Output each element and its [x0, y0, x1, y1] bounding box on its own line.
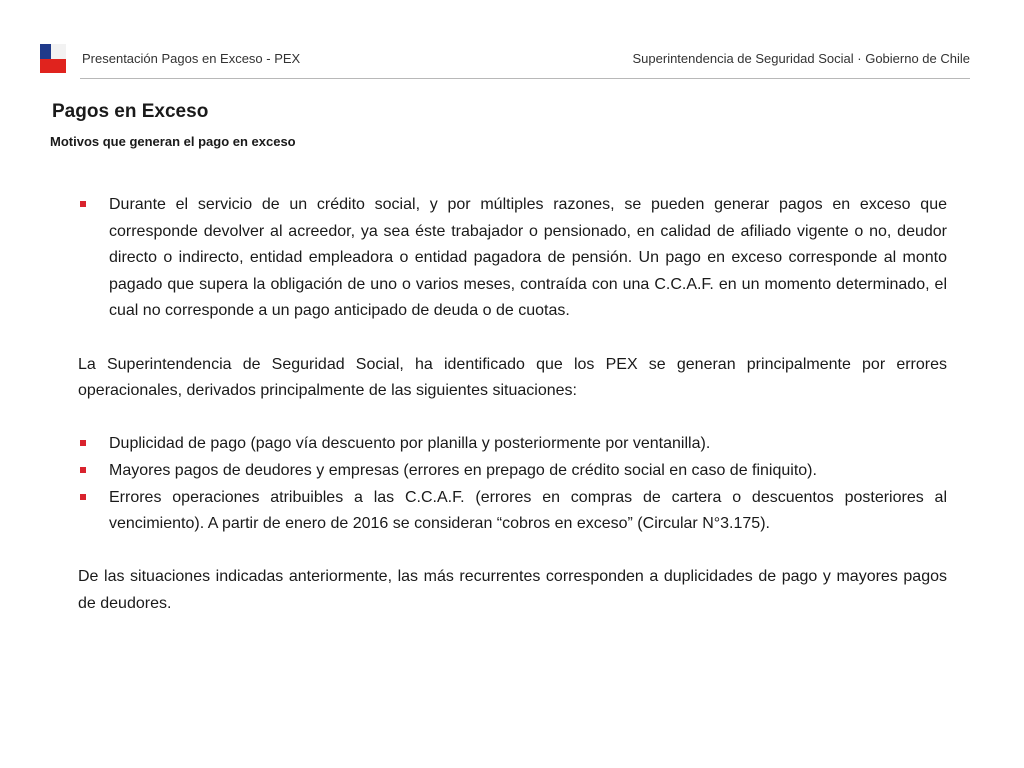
slide-body [78, 192, 947, 618]
page-subtitle: Motivos que generan el pago en exceso [50, 134, 296, 149]
page-title: Pagos en Exceso [52, 101, 209, 122]
bullet-text: Duplicidad de pago (pago vía descuento por planilla y posteriormente por ventanilla). [109, 435, 711, 453]
flag-white-field [51, 44, 66, 59]
list-item [78, 431, 947, 458]
list-item [78, 458, 947, 485]
bullet-square-icon [80, 440, 86, 446]
chile-flag-logo [40, 44, 66, 73]
list-item [78, 485, 947, 538]
header-divider [80, 78, 970, 79]
body-paragraph: La Superintendencia de Seguridad Social, ha identificado que los PEX se generan principalmente por errores operacionales, derivados principalmente de las siguientes situaciones: [78, 355, 947, 400]
flag-red-field [40, 59, 66, 73]
body-paragraph: De las situaciones indicadas anteriormente, las más recurrentes corresponden a duplicidades de pago y mayores pagos de deudores. [78, 568, 947, 612]
bullet-text: Errores operaciones atribuibles a las C.C.A.F. (errores en compras de cartera o descuentos posteriores al vencimiento). A partir de enero de 2016 se consideran “cobros en exceso” (Circular N°3.175). [109, 488, 947, 533]
bullet-square-icon [80, 494, 86, 500]
presentation-title: Presentación Pagos en Exceso - PEX [82, 51, 301, 66]
organization-name: Superintendencia de Seguridad Social · Gobierno de Chile [632, 51, 970, 66]
bullet-text: Mayores pagos de deudores y empresas (errores en prepago de crédito social en caso de finiquito). [109, 461, 817, 479]
list-item [78, 192, 947, 325]
bullet-square-icon [80, 201, 86, 207]
bullet-text: Durante el servicio de un crédito social, y por múltiples razones, se pueden generar pagos en exceso que corresponde devolver al acreedor, ya sea éste trabajador o pensionado, en calidad de afiliado vigente o no, deudor directo o indirecto, entidad empleadora o entidad pagadora de pensión. Un pago en exceso corresponde al monto pagado que supera la obligación de uno o varios meses, contraída con una C.C.A.F. en un momento determinado, el cual no corresponde a un pago anticipado de deuda o de cuotas. [109, 196, 947, 320]
bullet-square-icon [80, 467, 86, 473]
flag-blue-field [40, 44, 51, 59]
